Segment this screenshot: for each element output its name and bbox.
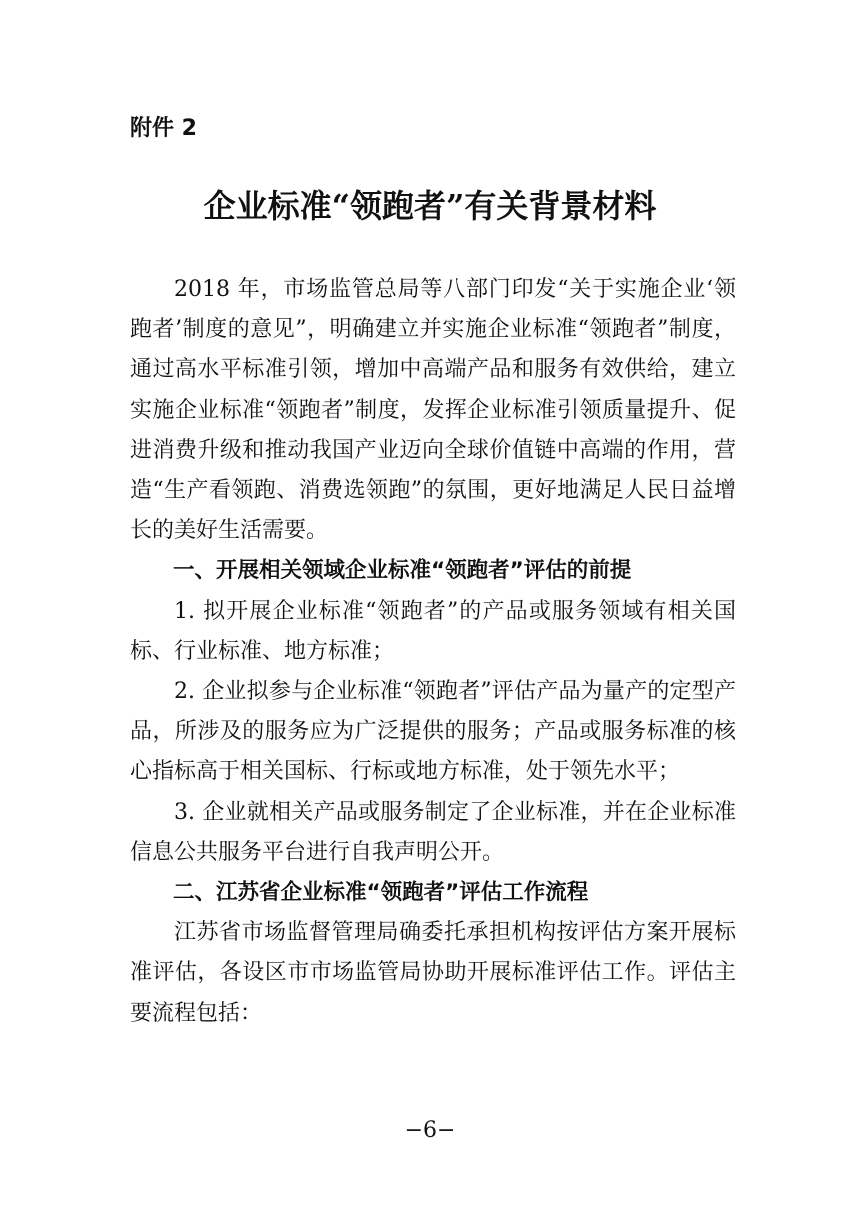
list-item-2: 2. 企业拟参与企业标准“领跑者”评估产品为量产的定型产品，所涉及的服务应为广泛提供的服务；产品或服务标准的核心指标高于相关国标、行标或地方标准，处于领先水平； <box>130 679 736 785</box>
attachment-label: 附件 2 <box>130 116 197 141</box>
list-item-1: 1. 拟开展企业标准“领跑者”的产品或服务领域有相关国标、行业标准、地方标准； <box>130 598 736 664</box>
list-item-3: 3. 企业就相关产品或服务制定了企业标准，并在企业标准信息公共服务平台进行自我声明公开。 <box>130 799 736 865</box>
document-body <box>130 270 736 1034</box>
process-paragraph: 江苏省市场监督管理局确委托承担机构按评估方案开展标准评估，各设区市市场监管局协助开展标准评估工作。评估主要流程包括： <box>130 920 736 1026</box>
intro-paragraph: 2018 年，市场监管总局等八部门印发“关于实施企业‘领跑者’制度的意见”，明确建立并实施企业标准“领跑者”制度，通过高水平标准引领，增加中高端产品和服务有效供给，建立实施企业标准“领跑者”制度，发挥企业标准引领质量提升、促进消费升级和推动我国产业迈向全球价值链中高端的作用，营造“生产看领跑、消费选领跑”的氛围，更好地满足人民日益增长的美好生活需要。 <box>130 277 736 544</box>
section-heading-1: 一、开展相关领域企业标准“领跑者”评估的前提 <box>173 558 632 584</box>
page-number: −6− <box>404 1118 456 1143</box>
section-heading-2: 二、江苏省企业标准“领跑者”评估工作流程 <box>173 880 589 906</box>
document-title: 企业标准“领跑者”有关背景材料 <box>203 187 657 225</box>
